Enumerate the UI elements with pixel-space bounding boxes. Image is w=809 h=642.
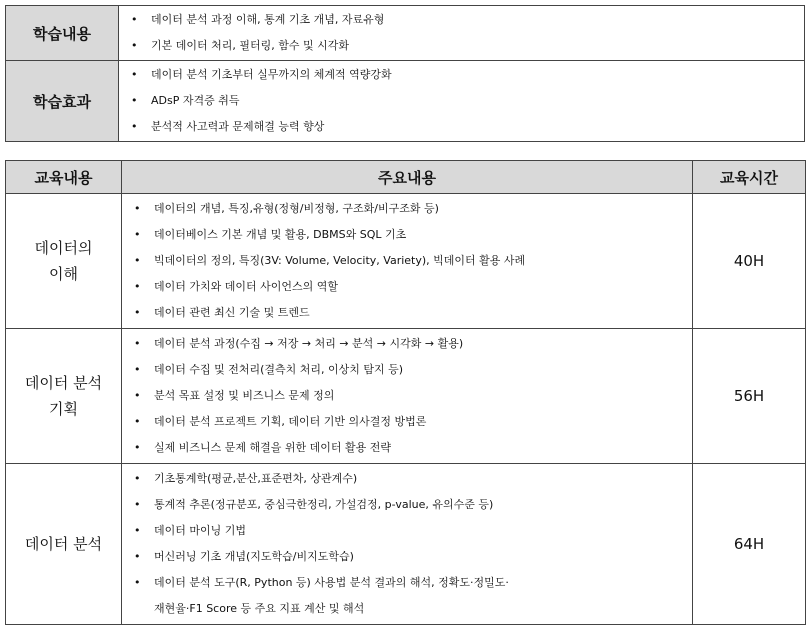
content-cell <box>122 194 693 329</box>
header-content: 주요내용 <box>122 161 693 194</box>
summary-content-cell <box>119 6 805 61</box>
category-cell <box>6 194 122 329</box>
list-item: • 데이터 마이닝 기법 <box>134 518 692 544</box>
list-item: • 데이터 분석 기초부터 실무까지의 체계적 역량강화 <box>131 62 804 88</box>
content-cell <box>122 329 693 464</box>
curriculum-table <box>5 160 806 625</box>
summary-label-content: 학습내용 <box>6 6 119 61</box>
summary-table <box>5 5 805 142</box>
summary-row-effect <box>6 61 805 142</box>
category-label: 기획 <box>49 400 78 418</box>
summary-content-list <box>119 7 804 59</box>
content-list <box>122 466 692 622</box>
table-row <box>6 329 806 464</box>
list-item: • 데이터의 개념, 특징,유형(정형/비정형, 구조화/비구조화 등) <box>134 196 692 222</box>
list-item: • 데이터 분석 과정(수집 → 저장 → 처리 → 분석 → 시각화 → 활용) <box>134 331 692 357</box>
content-list <box>122 196 692 326</box>
category-cell <box>6 329 122 464</box>
list-item: 재현율·F1 Score 등 주요 지표 계산 및 해석 <box>154 602 365 615</box>
list-item: • 머신러닝 기초 개념(지도학습/비지도학습) <box>134 544 692 570</box>
list-item: • 데이터 분석 프로젝트 기획, 데이터 기반 의사결정 방법론 <box>134 409 692 435</box>
category-label: 이해 <box>49 265 78 283</box>
category-label: 데이터 분석 <box>24 374 103 392</box>
curriculum-header-row <box>6 161 806 194</box>
list-item: • 데이터 분석 과정 이해, 통계 기초 개념, 자료유형 <box>131 7 804 33</box>
category-label: 데이터의 <box>34 239 93 257</box>
list-item: • ADsP 자격증 취득 <box>131 88 804 114</box>
list-item: • 데이터 가치와 데이터 사이언스의 역할 <box>134 274 692 300</box>
header-category: 교육내용 <box>6 161 122 194</box>
list-item: • 데이터 분석 도구(R, Python 등) 사용법 분석 결과의 해석, 정확도·정밀도· <box>134 570 692 596</box>
list-item: • 기초통계학(평균,분산,표준편차, 상관계수) <box>134 466 692 492</box>
hours-cell: 40H <box>693 194 806 329</box>
list-item: • 실제 비즈니스 문제 해결을 위한 데이터 활용 전략 <box>134 435 692 461</box>
category-cell <box>6 464 122 625</box>
summary-effect-cell <box>119 61 805 142</box>
summary-effect-list <box>119 62 804 140</box>
list-item: • 분석 목표 설정 및 비즈니스 문제 정의 <box>134 383 692 409</box>
list-item: • 기본 데이터 처리, 필터링, 함수 및 시각화 <box>131 33 804 59</box>
list-item: • 통계적 추론(정규분포, 중심극한정리, 가설검정, p-value, 유의수준 등) <box>134 492 692 518</box>
summary-label-effect: 학습효과 <box>6 61 119 142</box>
table-row <box>6 194 806 329</box>
hours-cell: 64H <box>693 464 806 625</box>
summary-row-content <box>6 6 805 61</box>
table-row <box>6 464 806 625</box>
list-item: • 데이터 관련 최신 기술 및 트렌드 <box>134 300 692 326</box>
list-item: • 빅데이터의 정의, 특징(3V: Volume, Velocity, Variety), 빅데이터 활용 사례 <box>134 248 692 274</box>
hours-cell: 56H <box>693 329 806 464</box>
list-item: • 데이터베이스 기본 개념 및 활용, DBMS와 SQL 기초 <box>134 222 692 248</box>
header-hours: 교육시간 <box>693 161 806 194</box>
category-label: 데이터 분석 <box>24 535 103 553</box>
list-item: • 분석적 사고력과 문제해결 능력 향상 <box>131 114 804 140</box>
list-item: • 데이터 수집 및 전처리(결측치 처리, 이상치 탐지 등) <box>134 357 692 383</box>
content-list <box>122 331 692 461</box>
content-cell <box>122 464 693 625</box>
